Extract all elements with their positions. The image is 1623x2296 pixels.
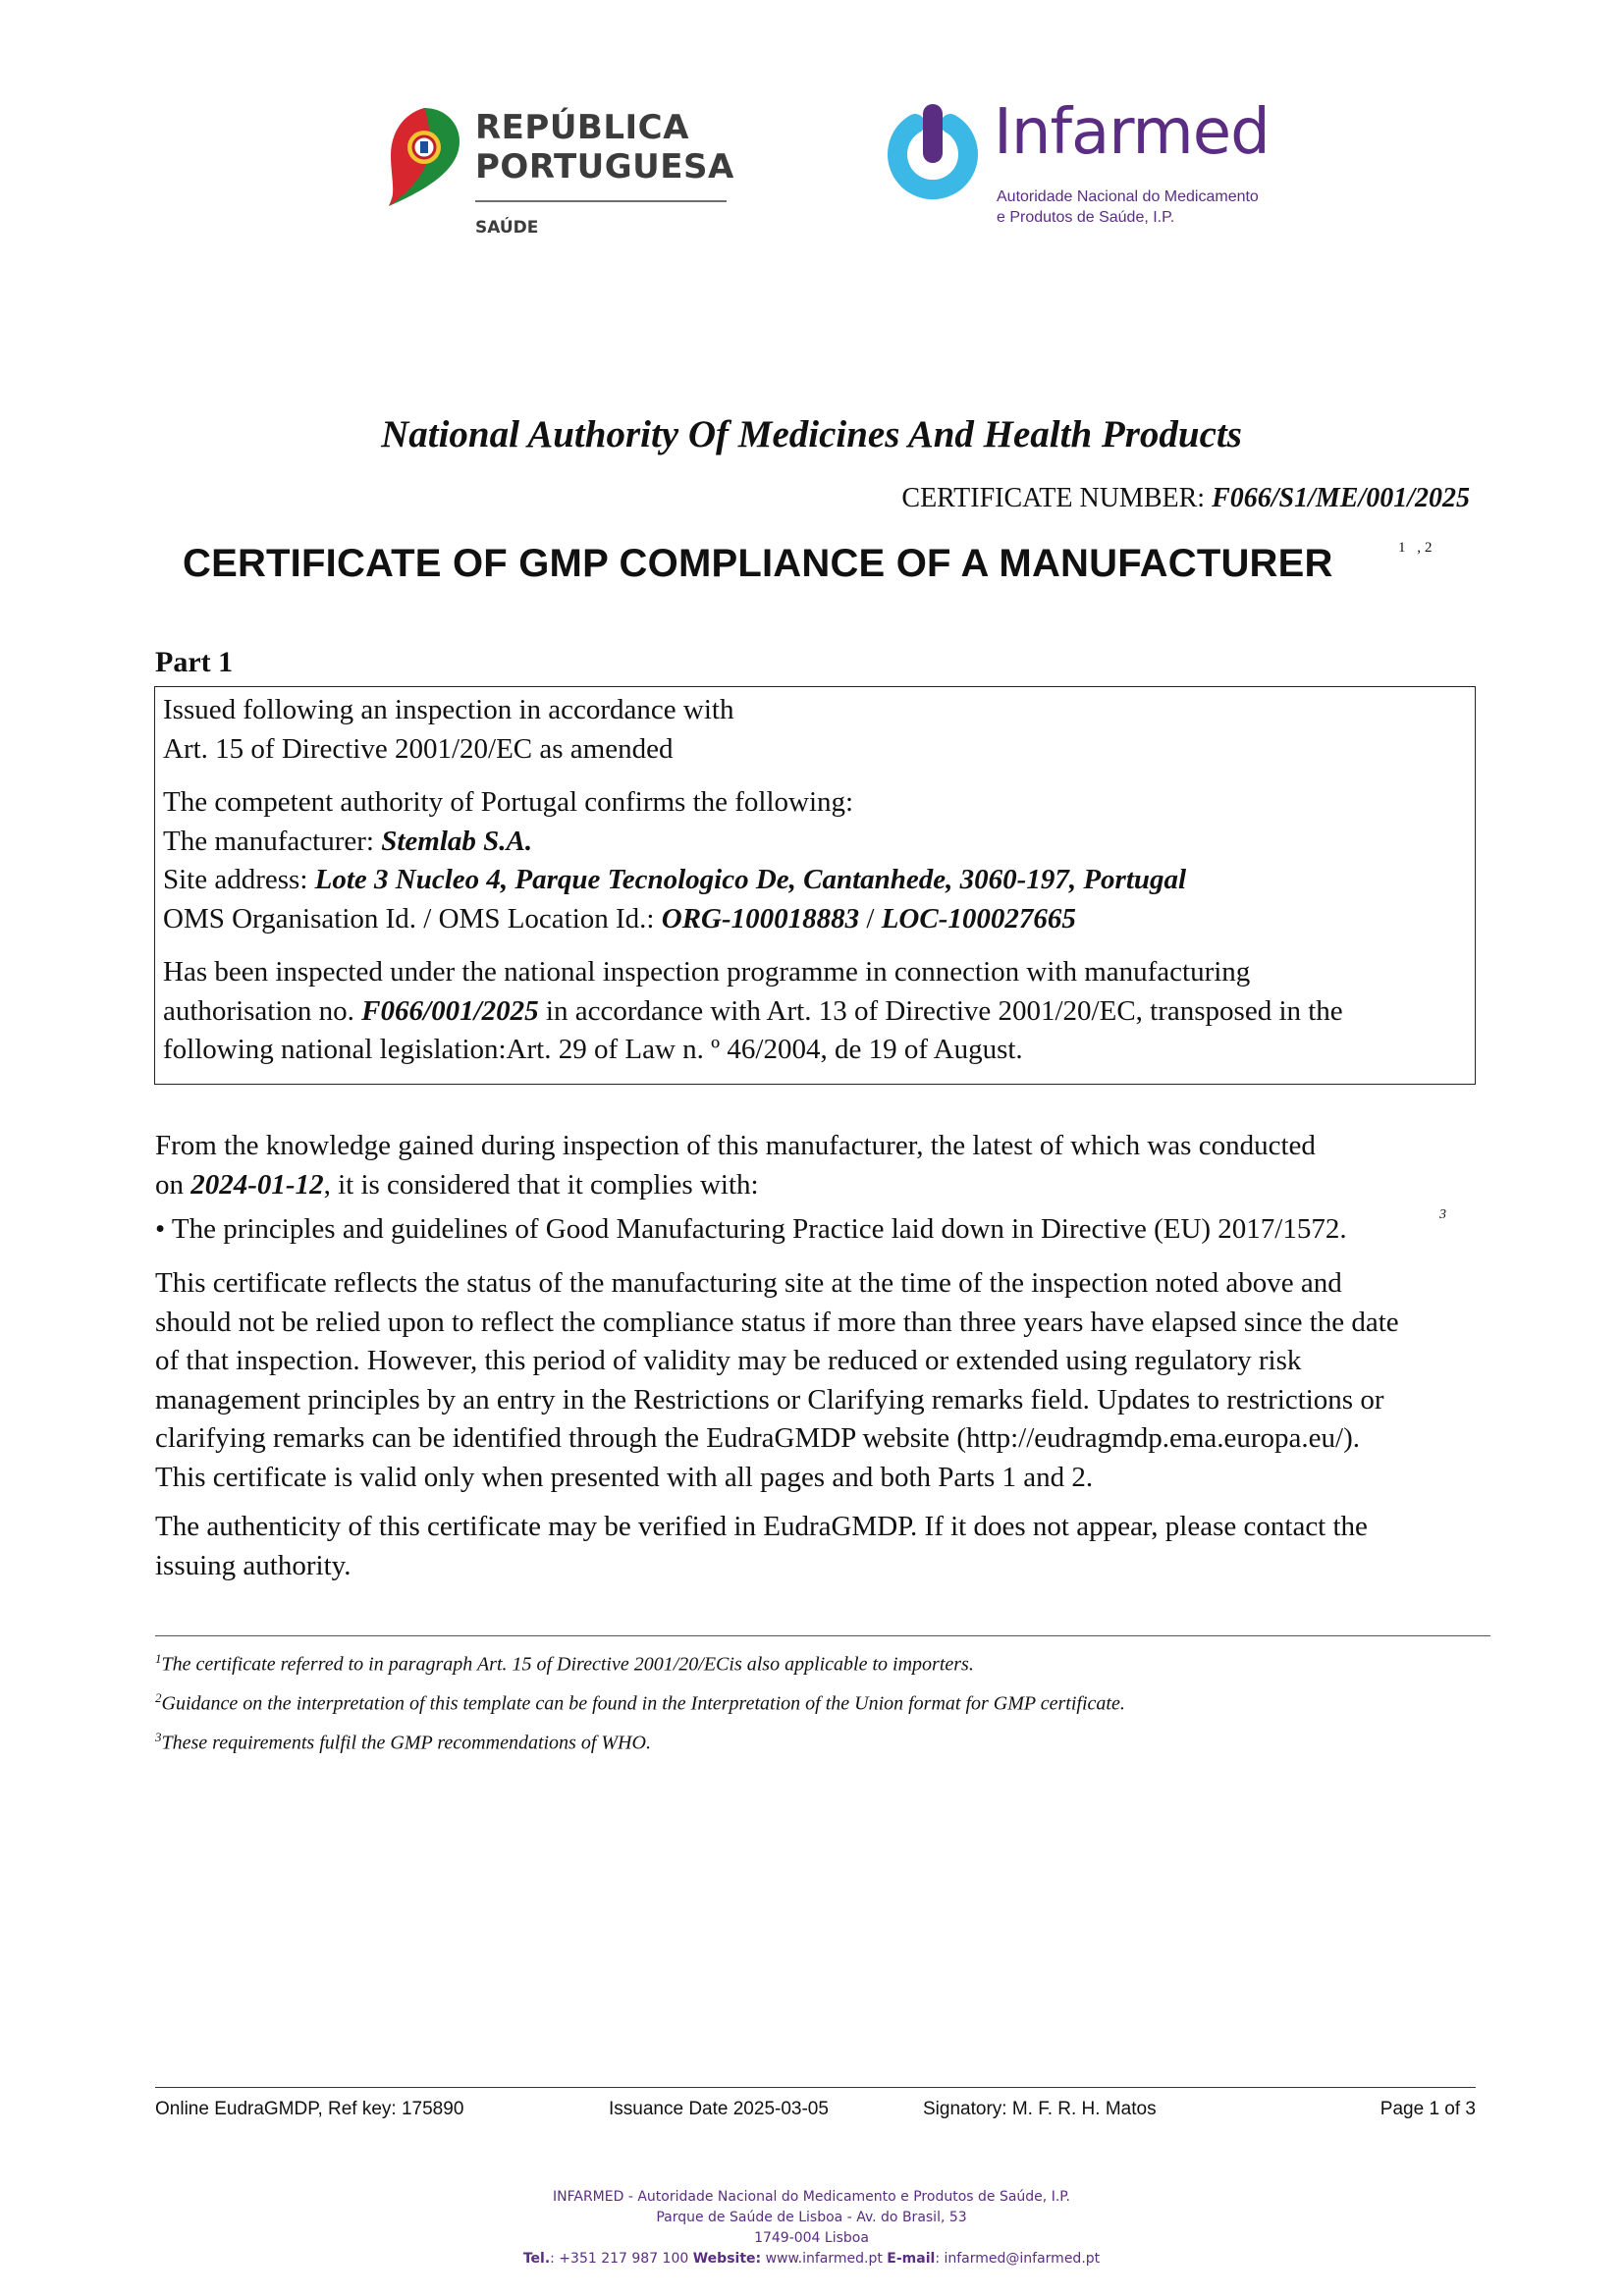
saude-text: SAÚDE: [475, 218, 539, 238]
footnote-number: 1: [155, 1651, 162, 1666]
contact-line-2: Parque de Saúde de Lisboa - Av. do Brasil, 53: [656, 2210, 967, 2225]
status-paragraph: [155, 1264, 1481, 1497]
authorisation-number: F066/001/2025: [361, 994, 539, 1027]
contact-line-4: [0, 2249, 1623, 2269]
status-line: of that inspection. However, this period of validity may be reduced or extended using regulatory risk: [155, 1345, 1302, 1376]
authority-heading: National Authority Of Medicines And Health Products: [381, 413, 1242, 455]
portuguesa-text: PORTUGUESA: [475, 147, 734, 187]
status-line: should not be relied upon to reflect the compliance status if more than three years have elapsed since the date: [155, 1306, 1399, 1338]
certificate-title: CERTIFICATE OF GMP COMPLIANCE OF A MANUFACTURER: [183, 542, 1333, 585]
portugal-emblem-icon: [385, 106, 460, 208]
logo-divider: [475, 200, 727, 202]
part-1-box: [154, 686, 1476, 1085]
oms-separator: /: [859, 902, 882, 934]
status-line: This certificate reflects the status of the manufacturing site at the time of the inspection noted above and: [155, 1267, 1342, 1299]
bullet-footnote-ref: 3: [1439, 1207, 1446, 1222]
certificate-number: F066/S1/ME/001/2025: [1212, 483, 1470, 513]
website-link[interactable]: www.infarmed.pt: [761, 2251, 888, 2267]
republica-portuguesa-logo: [385, 106, 738, 243]
footnote-1: [155, 1651, 974, 1677]
certificate-number-line: [901, 483, 1470, 514]
footnote-number: 2: [155, 1690, 162, 1705]
manufacturer-line: [163, 823, 1475, 862]
inspection-date: 2024-01-12: [190, 1168, 324, 1201]
inspected-text-a: authorisation no.: [163, 994, 362, 1027]
inspected-line-1: Has been inspected under the national inspection programme in connection with manufacturing: [163, 956, 1251, 988]
page-number: Page 1 of 3: [1380, 2099, 1476, 2119]
status-line: management principles by an entry in the Restrictions or Clarifying remarks field. Updates to restrictions or: [155, 1383, 1384, 1415]
authenticity-line: The authenticity of this certificate may be verified in EudraGMDP. If it does not appear, please contact the: [155, 1511, 1368, 1542]
knowledge-line-1: From the knowledge gained during inspection of this manufacturer, the latest of which was conducted: [155, 1130, 1316, 1161]
manufacturer-label: The manufacturer:: [163, 825, 382, 857]
knowledge-paragraph: [155, 1127, 1481, 1204]
signatory: Signatory: M. F. R. H. Matos: [923, 2099, 1157, 2119]
email-label: E-mail: [887, 2251, 936, 2267]
site-address: Lote 3 Nucleo 4, Parque Tecnologico De, Cantanhede, 3060-197, Portugal: [314, 864, 1187, 895]
infarmed-mark-icon: [886, 102, 980, 200]
email-link[interactable]: : infarmed@infarmed.pt: [935, 2251, 1101, 2267]
infarmed-logo: [886, 96, 1270, 249]
footnote-text: Guidance on the interpretation of this template can be found in the Interpretation of the Union format for GMP certificate.: [161, 1692, 1125, 1715]
status-line: This certificate is valid only when presented with all pages and both Parts 1 and 2.: [155, 1461, 1094, 1493]
site-address-label: Site address:: [163, 864, 315, 895]
inspected-text-b: in accordance with Art. 13 of Directive 2001/20/EC, transposed in the: [538, 994, 1343, 1027]
contact-line-3: 1749-004 Lisboa: [754, 2230, 869, 2246]
issuance-date: Issuance Date 2025-03-05: [609, 2099, 829, 2119]
tel-label: Tel.: [522, 2251, 551, 2267]
contact-block: [0, 2187, 1623, 2269]
inspected-line-3: following national legislation:Art. 29 of Law n. º 46/2004, de 19 of August.: [163, 1034, 1023, 1065]
manufacturer-name: Stemlab S.A.: [381, 825, 533, 857]
part-1-heading: Part 1: [155, 646, 234, 678]
website-label: Website:: [692, 2251, 762, 2267]
oms-line: [163, 900, 1475, 939]
site-address-line: [163, 861, 1475, 900]
oms-label: OMS Organisation Id. / OMS Location Id.:: [163, 902, 662, 934]
footnote-number: 3: [155, 1730, 162, 1744]
republica-text: REPÚBLICA: [475, 108, 689, 147]
gmp-principles-bullet: • The principles and guidelines of Good Manufacturing Practice laid down in Directive (EU) 2017/1572.: [155, 1213, 1347, 1245]
footnote-2: [155, 1690, 1125, 1716]
org-id: ORG-100018883: [661, 902, 860, 934]
contact-line-1: INFARMED - Autoridade Nacional do Medicamento e Produtos de Saúde, I.P.: [553, 2189, 1070, 2205]
tel-value: : +351 217 987 100: [550, 2251, 693, 2267]
certificate-number-label: CERTIFICATE NUMBER:: [901, 483, 1213, 513]
status-line: clarifying remarks can be identified through the EudraGMDP website (http://eudragmdp.ema.europa.eu/).: [155, 1422, 1361, 1454]
authenticity-paragraph: [155, 1508, 1481, 1585]
infarmed-wordmark: Infarmed: [994, 96, 1270, 169]
footnote-divider: [155, 1635, 1490, 1636]
infarmed-tagline: Autoridade Nacional do Medicamento e Produtos de Saúde, I.P.: [997, 188, 1259, 226]
confirms-line: The competent authority of Portugal confirms the following:: [163, 786, 854, 818]
knowledge-line-2: [155, 1166, 1481, 1205]
issued-line-1: Issued following an inspection in accordance with: [163, 694, 734, 725]
issued-line-2: Art. 15 of Directive 2001/20/EC as amended: [163, 732, 674, 765]
page-footer-divider: [155, 2087, 1476, 2088]
knowledge-text-b: , it is considered that it complies with:: [323, 1168, 759, 1201]
authenticity-line: issuing authority.: [155, 1549, 352, 1581]
footnote-text: These requirements fulfil the GMP recommendations of WHO.: [161, 1732, 651, 1754]
footnote-text: The certificate referred to in paragraph Art. 15 of Directive 2001/20/ECis also applicable to importers.: [161, 1653, 974, 1676]
title-footnote-refs: 1 ,2: [1398, 540, 1436, 556]
loc-id: LOC-100027665: [881, 902, 1076, 934]
ref-key: Online EudraGMDP, Ref key: 175890: [155, 2099, 464, 2119]
inspected-line-2: [163, 992, 1475, 1032]
knowledge-text-a: on: [155, 1168, 191, 1201]
footnote-3: [155, 1730, 651, 1755]
